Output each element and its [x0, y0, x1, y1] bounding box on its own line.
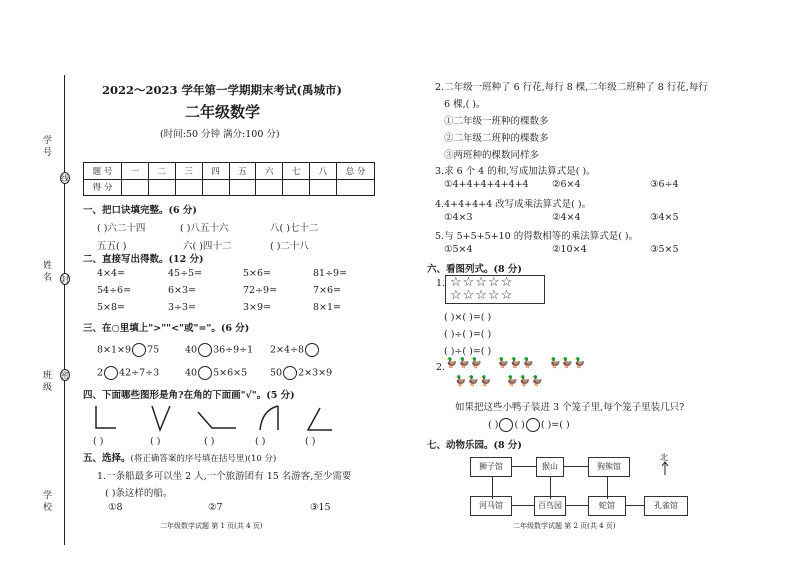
- score-input-cell[interactable]: [310, 179, 337, 196]
- q5-option[interactable]: ②10×4: [552, 244, 587, 255]
- section6-title: 六、看图列式。(8 分): [427, 264, 522, 275]
- section5-title-main: 五、选择。: [83, 453, 131, 464]
- q5-stem: 5.与 5+5+5+10 的得数相等的乘法算式是( )。: [435, 231, 639, 242]
- score-table: [83, 162, 375, 196]
- compare-right: 36÷9÷1: [213, 344, 254, 356]
- score-cell: 题 号: [84, 163, 122, 180]
- score-header-row: [84, 163, 375, 180]
- compare-left: 50: [270, 367, 283, 379]
- duck-icon: 🦆: [548, 358, 561, 369]
- star-row: ☆☆☆☆☆: [450, 288, 514, 303]
- duck-row: [445, 375, 586, 389]
- operator-circle[interactable]: [499, 418, 513, 432]
- compare-circle[interactable]: [198, 366, 212, 380]
- angle-answer[interactable]: ( ): [255, 436, 266, 447]
- section5-title-note: (将正确答案的序号填在括号里)(10 分): [130, 454, 277, 464]
- calc-item[interactable]: 72÷9=: [243, 285, 278, 296]
- map-connector: [564, 466, 588, 467]
- q3-stem: 3.求 6 个 4 的和,写成加法算式是( )。: [435, 166, 596, 177]
- duck-icon: 🦆: [518, 376, 531, 387]
- subject-title: 二年级数学: [185, 103, 261, 121]
- footer-right: 二年级数学试题 第 2 页(共 4 页): [513, 522, 616, 530]
- calc-item[interactable]: 7×6=: [313, 285, 342, 296]
- q4-stem: 4.4+4+4+4 改写成乘法算式是( )。: [435, 199, 592, 210]
- score-cell: 一: [122, 163, 149, 180]
- calc-item[interactable]: 4×4=: [97, 268, 126, 279]
- map-bird-garden: 百鸟园: [534, 496, 566, 516]
- student-no-label: 学 号: [41, 135, 51, 156]
- binding-mark-1: 线: [61, 174, 69, 183]
- map-connector: [566, 505, 588, 506]
- duck-group: [445, 357, 586, 389]
- duck-icon: 🦆: [457, 358, 470, 369]
- duck-icon: 🦆: [445, 358, 458, 369]
- compare-left: 40: [185, 344, 198, 356]
- score-cell: 四: [202, 163, 229, 180]
- q1-option[interactable]: ②7: [208, 502, 223, 513]
- section1-title: 一、把口诀填完整。(6 分): [83, 205, 197, 216]
- q1-option[interactable]: ①8: [108, 502, 123, 513]
- s6-eq[interactable]: ( )÷( )=( ): [444, 329, 492, 340]
- binding-mark-3: 密: [61, 371, 69, 380]
- shape-angle-1: [96, 406, 116, 428]
- compare-circle[interactable]: [198, 343, 212, 357]
- map-hippo-house: 河马馆: [470, 496, 512, 516]
- compare-right: 5×6×5: [213, 367, 248, 379]
- operator-circle[interactable]: [526, 418, 540, 432]
- s1-item[interactable]: 五五( ): [97, 241, 127, 252]
- angle-answer[interactable]: ( ): [204, 436, 215, 447]
- q2-option[interactable]: ①二年级一班种的棵数多: [444, 116, 549, 127]
- q2-line2[interactable]: 6 棵,( )。: [444, 99, 486, 110]
- s6-eq[interactable]: ( )×( )=( ): [444, 312, 492, 323]
- score-cell: 六: [256, 163, 283, 180]
- duck-icon: 🦆: [454, 376, 467, 387]
- north-label: 北: [660, 453, 668, 462]
- s6-q2-question: 如果把这些小鸭子装进 3 个笼子里,每个笼子里装几只?: [455, 402, 685, 413]
- compare-circle[interactable]: [305, 343, 319, 357]
- score-row-label: 得 分: [84, 179, 122, 196]
- duck-icon: 🦆: [509, 358, 522, 369]
- score-cell: 三: [175, 163, 202, 180]
- duck-icon: 🦆: [521, 358, 535, 369]
- school-label: 学 校: [41, 490, 51, 511]
- duck-icon: 🦆: [530, 376, 544, 387]
- exam-title: 2022～2023 学年第一学期期末考试(禹城市): [102, 83, 342, 97]
- s1-item[interactable]: ( )八五十六: [180, 223, 229, 234]
- calc-item[interactable]: 3÷3=: [168, 302, 197, 313]
- score-value-row: [84, 179, 375, 196]
- shape-open-angle: [198, 412, 236, 428]
- compare-right: 2×3×9: [298, 367, 333, 379]
- class-label: 班 级: [41, 370, 51, 391]
- score-cell: 总 分: [337, 163, 375, 180]
- angle-shapes: [88, 404, 378, 434]
- calc-item[interactable]: 54÷6=: [97, 285, 132, 296]
- score-input-cell[interactable]: [175, 179, 202, 196]
- eq-blank[interactable]: ( ): [514, 419, 525, 431]
- score-cell: 五: [229, 163, 256, 180]
- s6-q2-number: 2.: [436, 362, 446, 373]
- score-cell: 八: [310, 163, 337, 180]
- duck-icon: 🦆: [496, 358, 510, 369]
- q2-option[interactable]: ③两班种的棵数同样多: [444, 150, 540, 161]
- compare-right: 42÷7÷3: [119, 367, 160, 379]
- section4-title: 四、下面哪些图形是角?在角的下面画"√"。(5 分): [83, 390, 295, 401]
- duck-icon: 🦆: [560, 358, 574, 369]
- section7-title: 七、动物乐园。(8 分): [427, 440, 522, 451]
- q3-option[interactable]: ②6×4: [552, 179, 581, 190]
- score-input-cell[interactable]: [337, 179, 375, 196]
- q5-option[interactable]: ①5×4: [444, 244, 473, 255]
- calc-item[interactable]: 6×3=: [168, 285, 197, 296]
- score-input-cell[interactable]: [256, 179, 283, 196]
- calc-item[interactable]: 8×1=: [313, 302, 342, 313]
- shape-v-angle: [152, 406, 170, 430]
- compare-circle[interactable]: [283, 366, 297, 380]
- compare-left: 2: [97, 367, 104, 379]
- s1-item[interactable]: ( )二十八: [270, 241, 309, 252]
- star-row: ☆☆☆☆☆: [450, 275, 514, 290]
- compare-circle[interactable]: [104, 366, 118, 380]
- shape-angle-5: [308, 408, 332, 430]
- q4-option[interactable]: ①4×3: [444, 212, 473, 223]
- compare-item: [270, 366, 332, 380]
- q1-line2[interactable]: ( )条这样的船。: [105, 488, 173, 499]
- section3-title: 三、在○里填上">""<"或"="。(6 分): [83, 323, 250, 334]
- calc-item[interactable]: 5×8=: [97, 302, 126, 313]
- s1-item[interactable]: 六( )四十二: [183, 241, 232, 252]
- map-peacock-house: 孔雀馆: [644, 496, 688, 516]
- angle-answer[interactable]: ( ): [150, 436, 161, 447]
- q3-option[interactable]: ①4+4+4+4+4+4: [444, 179, 529, 190]
- map-monkey-hill: 猴山: [536, 457, 564, 477]
- q2-line1: 2.二年级一班种了 6 行花,每行 8 棵,二年级二班种了 8 行花,每行: [435, 82, 708, 93]
- eq-tail[interactable]: ( )=( ): [540, 419, 570, 431]
- section5-title: [83, 450, 276, 464]
- north-arrow-icon: [661, 461, 669, 475]
- name-label: 姓 名: [41, 260, 51, 281]
- shape-curve: [260, 406, 278, 430]
- s1-item[interactable]: ( )六二十四: [97, 223, 146, 234]
- q1-option[interactable]: ③15: [310, 502, 331, 513]
- score-input-cell[interactable]: [229, 179, 256, 196]
- calc-item[interactable]: 3×9=: [243, 302, 272, 313]
- duck-icon: 🦆: [469, 358, 483, 369]
- compare-item: [185, 343, 253, 357]
- eq-blank[interactable]: ( ): [488, 419, 499, 431]
- angle-answer[interactable]: ( ): [93, 436, 104, 447]
- score-input-cell[interactable]: [148, 179, 175, 196]
- score-cell: 二: [148, 163, 175, 180]
- compare-left: 8×1×9: [97, 344, 132, 356]
- duck-icon: 🦆: [573, 358, 586, 369]
- map-snake-house: 蛇馆: [588, 496, 626, 516]
- compare-right: 75: [147, 344, 160, 356]
- footer-left: 二年级数学试题 第 1 页(共 4 页): [160, 522, 263, 530]
- q2-option[interactable]: ②二年级二班种的棵数多: [444, 133, 549, 144]
- compare-item: [97, 366, 159, 380]
- score-input-cell[interactable]: [122, 179, 149, 196]
- q4-option[interactable]: ②4×4: [552, 212, 581, 223]
- s1-item[interactable]: 八( )七十二: [270, 223, 319, 234]
- q1-line1: 1.一条船最多可以坐 2 人,一个旅游团有 15 名游客,至少需要: [97, 471, 352, 482]
- compare-item: [97, 343, 159, 357]
- calc-item[interactable]: 81÷9=: [313, 268, 348, 279]
- section2-title: 二、直接写出得数。(12 分): [83, 254, 204, 265]
- angle-answer[interactable]: ( ): [305, 436, 316, 447]
- s6-q1-number: 1.: [436, 278, 446, 289]
- compare-item: [185, 366, 247, 380]
- q5-option[interactable]: ③5×5: [650, 244, 679, 255]
- compare-left: 2×4÷8: [270, 344, 305, 356]
- map-lion-house: 狮子馆: [470, 457, 512, 477]
- binding-mark-2: 封: [61, 275, 69, 284]
- compare-circle[interactable]: [132, 343, 146, 357]
- q3-option[interactable]: ③6÷4: [650, 179, 679, 190]
- q4-option[interactable]: ③4×5: [650, 212, 679, 223]
- duck-row: [445, 357, 586, 371]
- duck-icon: 🦆: [505, 376, 519, 387]
- map-connector: [626, 505, 644, 506]
- star-box: [445, 275, 545, 304]
- compare-item: [270, 343, 320, 357]
- map-connector: [512, 466, 536, 467]
- map-bear-house: 狗熊馆: [588, 457, 630, 477]
- calc-item[interactable]: 45÷5=: [168, 268, 203, 279]
- s6-q2-equation: [488, 418, 570, 432]
- score-cell: 七: [283, 163, 310, 180]
- compare-left: 40: [185, 367, 198, 379]
- score-input-cell[interactable]: [202, 179, 229, 196]
- duck-icon: 🦆: [466, 376, 480, 387]
- binding-line: [64, 75, 65, 545]
- exam-info: (时间:50 分钟 满分:100 分): [160, 129, 280, 140]
- map-connector: [512, 505, 534, 506]
- score-input-cell[interactable]: [283, 179, 310, 196]
- calc-item[interactable]: 5×6=: [243, 268, 272, 279]
- s6-eq[interactable]: ( )÷( )=( ): [444, 346, 492, 357]
- duck-icon: 🦆: [479, 376, 492, 387]
